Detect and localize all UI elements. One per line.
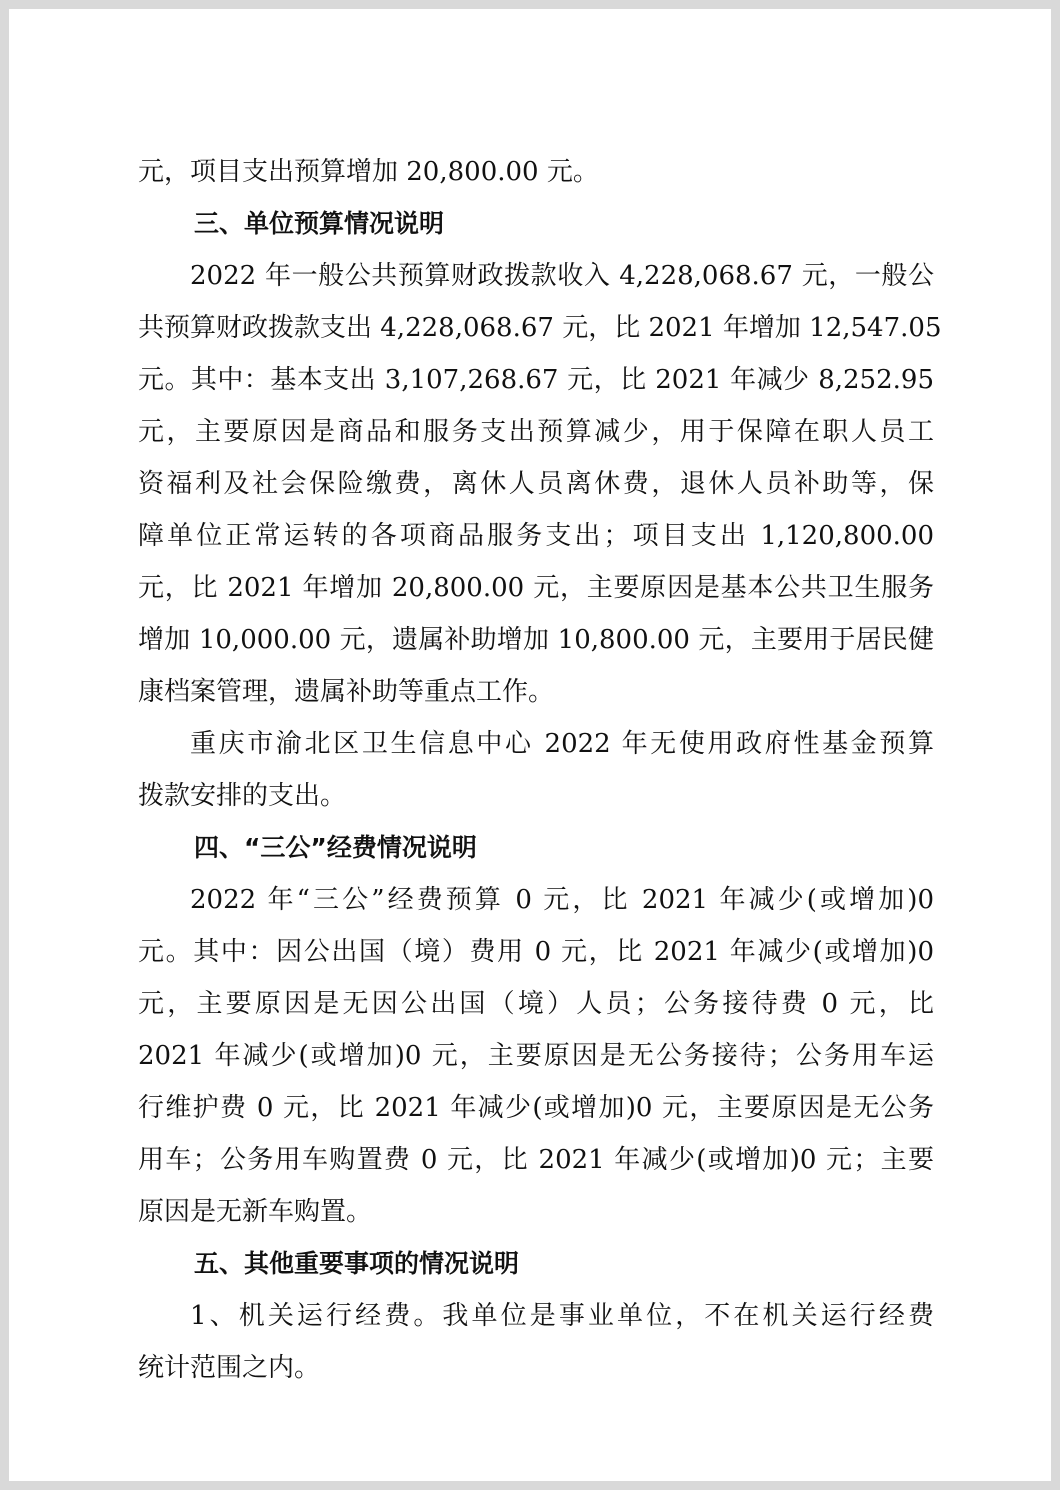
body-line: 障单位正常运转的各项商品服务支出；项目支出 1,120,800.00 (138, 521, 934, 551)
body-line: 元，比 2021 年增加 20,800.00 元，主要原因是基本公共卫生服务 (138, 573, 934, 603)
body-line: 资福利及社会保险缴费，离休人员离休费，退休人员补助等，保 (138, 469, 934, 499)
section-heading: 四、“三公”经费情况说明 (194, 833, 477, 862)
body-line: 统计范围之内。 (138, 1353, 321, 1383)
document-body (138, 146, 942, 1394)
body-line: 元，主要原因是无因公出国（境）人员；公务接待费 0 元，比 (138, 989, 934, 1019)
body-line: 元，项目支出预算增加 20,800.00 元。 (138, 157, 599, 187)
body-line: 用车；公务用车购置费 0 元，比 2021 年减少(或增加)0 元；主要 (138, 1145, 934, 1175)
body-line: 2022 年一般公共预算财政拨款收入 4,228,068.67 元，一般公 (190, 261, 934, 291)
body-line: 增加 10,000.00 元，遗属补助增加 10,800.00 元，主要用于居民健 (138, 625, 934, 655)
section-heading: 五、其他重要事项的情况说明 (194, 1249, 520, 1278)
body-line: 2022 年“三公”经费预算 0 元，比 2021 年减少(或增加)0 (190, 885, 934, 915)
body-line: 康档案管理，遗属补助等重点工作。 (138, 677, 555, 707)
body-line: 元，主要原因是商品和服务支出预算减少，用于保障在职人员工 (138, 417, 934, 447)
body-line: 重庆市渝北区卫生信息中心 2022 年无使用政府性基金预算 (190, 729, 934, 759)
body-line: 共预算财政拨款支出 4,228,068.67 元，比 2021 年增加 12,547.05 (138, 313, 942, 343)
body-line: 元。其中：因公出国（境）费用 0 元，比 2021 年减少(或增加)0 (138, 937, 934, 967)
body-line: 元。其中：基本支出 3,107,268.67 元，比 2021 年减少 8,252.95 (138, 365, 934, 395)
section-heading: 三、单位预算情况说明 (194, 209, 445, 238)
body-line: 1、机关运行经费。我单位是事业单位，不在机关运行经费 (190, 1301, 934, 1331)
body-line: 2021 年减少(或增加)0 元，主要原因是无公务接待；公务用车运 (138, 1041, 934, 1071)
document-page (9, 9, 1051, 1481)
body-line: 原因是无新车购置。 (138, 1197, 373, 1227)
body-line: 行维护费 0 元，比 2021 年减少(或增加)0 元，主要原因是无公务 (138, 1093, 934, 1123)
body-line: 拨款安排的支出。 (138, 781, 347, 811)
